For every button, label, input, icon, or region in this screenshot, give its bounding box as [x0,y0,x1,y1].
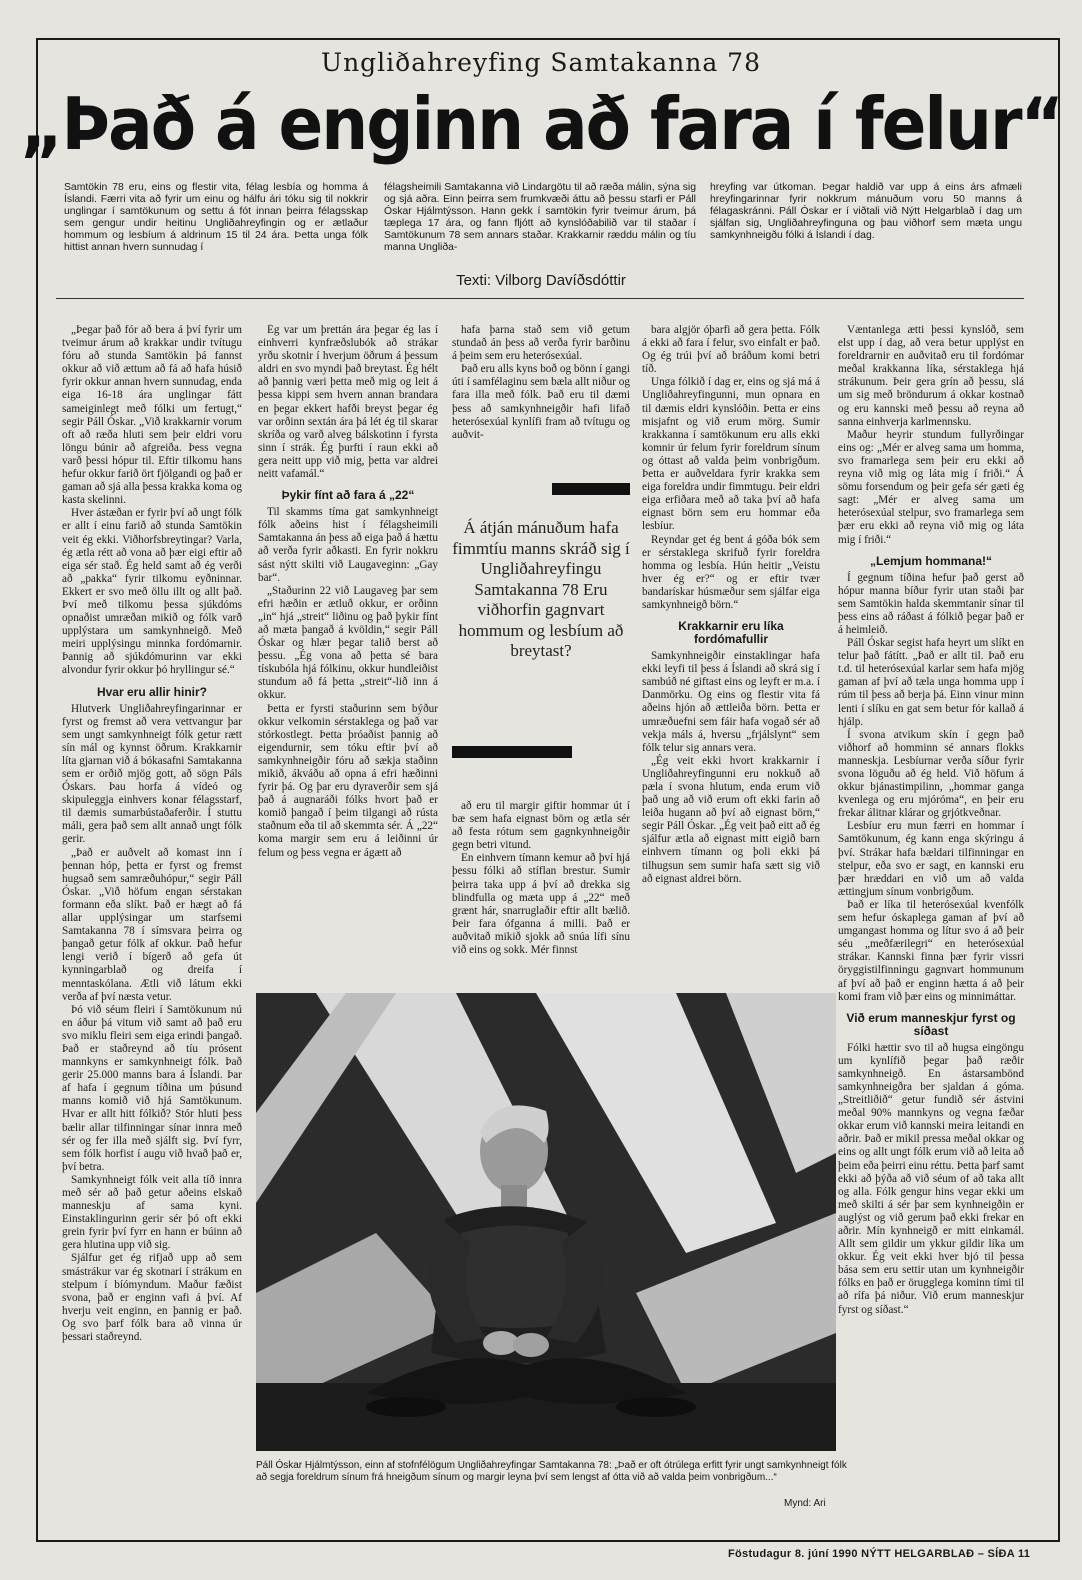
paragraph: Hlutverk Ungliðahreyfingarinnar er fyrst og fremst að vera vettvangur þar sem ungt samkynhneigt fólk getur rætt sín mál og kynnst öðrum. Krakkarnir líta gjarnan við á bókasafni Samtakanna sem er orðið mjög gott, að sögn Páls Óskars. Þau horfa á vídeó og skipuleggja einhvers konar félagsstarf, til dæmis sumarbústaðaferðir. Í stuttu máli, gera það sem allt annað ungt fólk gerir. [62,702,242,846]
paragraph: Maður heyrir stundum fullyrðingar eins og: „Mér er alveg sama um homma, svo framarlega sem þeir eru ekki að reyna við mig og láta mig í friði.“ Á sömu forsendum og þeir gefa sér gæti ég sagt: „Mér er alveg sama um heterósexúal stelpur, svo framarlega sem þær eru ekki að reyna við mig og láta mig í friði.“ [838,428,1024,546]
byline: Texti: Vilborg Davíðsdóttir [456,272,626,289]
photo-credit: Mynd: Ari [784,1498,826,1509]
divider [56,298,1024,299]
paragraph: Sjálfur get ég rifjað upp að sem smástrákur var ég skotnari í strákum en stelpum í bíómyndum. Maður fæðist svona, það er enginn vafi á því. Af hverju veit enginn, en þannig er það. Og svo þarf fólk bara að vinna úr þessari staðreynd. [62,1252,242,1344]
subheading: Þykir fínt að fara á „22“ [281,488,415,503]
subheading: Krakkarnir eru líka fordómafullir [678,619,784,647]
paragraph: Í svona atvikum skín í gegn það viðhorf að homminn sé annars flokks manneskja. Lesbíurnar verða síður fyrir svona löguðu að ég held. Við höfum á okkur bjánastimpilinn, „hommar ganga kvenlega og eru mjóróma“, en þeir eru frekar álitnar klárar og grjótkveðnar. [838,728,1024,820]
page-footer: Föstudagur 8. júní 1990 NÝTT HELGARBLAÐ – SÍÐA 11 [728,1548,1031,1560]
article-column-1 [62,324,242,1544]
kicker: Ungliðahreyfing Samtakanna 78 [321,48,761,77]
article-column-3-top [452,324,630,474]
paragraph: Þó við séum fleiri í Samtökunum nú en áður þá vitum við samt að það eru svo miklu fleiri sem eiga erindi þangað. Það er staðreynd að tíu prósent mannkyns er samkynhneigt fólk. Það gerir 25.000 manns bara á Íslandi. Þar af hafa í gegnum tíðina um þúsund manns komið við hjá Samtökunum. Hvar er allt hitt fólkið? Stór hluti þess bælir allar tilfinningar sínar innra með sér og fer illa með sjálft sig. Því fyrr, sem fólk horfist í augu við hvað það er, því betra. [62,1003,242,1173]
paragraph: Hver ástæðan er fyrir því að ungt fólk er allt í einu farið að stunda Samtökin veit ég ekki. Viðhorfsbreytingar? Varla, ég ætla rétt að vona að þær eigi eftir að eiga sér stað. Ég held samt að ég verði að „pakka“ fyrir tilkomu eyðninnar. Ekkert er svo með öllu illt og allt það. Því með tilkomu þessa sjúkdóms opnaðist umræðan mikið og fólk varð upplýstara um samkynhneigð. Með meiri upplýsingu minnka fordómarnir. Þannig að sjúkdómurinn var ekki alvondur fyrir okkur þó hryllingur sé.“ [62,507,242,677]
paragraph: Unga fólkið í dag er, eins og sjá má á Ungliðahreyfingunni, mun opnara en til dæmis eldri kynslóðin. Þetta er eins misjafnt og við erum mörg. Sumir krakkanna í samtökunum eru alls ekki komnir úr felum fyrir foreldrum sínum og óttast að valda þeim vonbrigðum. Þetta er auðveldara fyrir krakka sem eiga foreldra undir fimmtugu. Þeir eldri eiga erfiðara með að taka því að hafa eignast börn sem eru hommar eða lesbíur. [642,376,820,533]
photo-illustration [256,993,836,1451]
paragraph: bara algjör óþarfi að gera þetta. Fólk á ekki að fara í felur, svo einfalt er það. Og ég trúi því að bráðum komi betri tíð. [642,324,820,376]
paragraph: Það eru alls kyns boð og bönn í gangi úti í samfélaginu sem bæla allt niður og fara illa með fólk. Það eru til dæmi þess að samkynhneigðir hafi lifað heterósexúal kynlífi fram að tvítugu og auðvit- [452,363,630,441]
paragraph: Þetta er fyrsti staðurinn sem býður okkur velkomin sérstaklega og það var stórkostlegt. Þetta þróaðist þannig að eigendurnir, sem tóku eftir því að samkynhneigðir fóru að sækja staðinn mikið, ákváðu að opna á efri hæðinni fyrir þá. Og þar eru dyraverðir sem sjá það á augnaráði fólks hvort það er komið þangað í þeim tilgangi að rústa staðnum eða til að skemmta sér. Á „22“ koma margir sem eru á leiðinni úr felum og þess vegna er ágætt að [258,702,438,859]
intro-column-2: félagsheimili Samtakanna við Lindargötu til að ræða málin, sýna sig og sjá aðra. Einn þeirra sem frumkvæði áttu að þessu starfi er Páll Óskar Hjálmtýsson. Hann gekk í samtökin fyrir tveimur árum, þá tæplega 17 ára, og fann fljótt að kynslóðabilið var til staðar í Samtökunum 78 sem annars staðar. Krakkarnir ræddu málin og tíu manna Ungliða- [384,182,696,253]
photo-caption: Páll Óskar Hjálmtýsson, einn af stofnfélögum Ungliðahreyfingar Samtakanna 78: „Það er oft ótrúlega erfitt fyrir ungt samkynhneigt fólk að segja foreldrum sínum frá hneigðum sínum og margir leyna því sem lengst af ótta við að valda þeim vonbrigðum...“ [256,1460,847,1483]
paragraph: Lesbíur eru mun færri en hommar í Samtökunum, ég kann enga skýringu á því. Strákar hafa bældari tilfinningar en stelpur, eða svo er sagt, en kannski eru þær hræddari en við um að valda ættingjum sínum vonbrigðum. [838,820,1024,898]
paragraph: Fólki hættir svo til að hugsa eingöngu um kynlífið þegar það ræðir samkynhneigð. En ástarsambönd samkynhneigðra ber sjaldan á góma. „Streitliðið“ getur fundið sér ástvini meðal 90% mannkyns og vegna fæðar okkar erum við kannski meira leitandi en aðrir. Það er mikil pressa meðal okkar og eins og allt ungt fólk erum við að leita að þeim eða þeirri einu réttu. Þetta þarf samt ekki að þýða að við séum of að taka allt og alla. Fólk gengur hins vegar ekki um með skilti á sér þar sem kynhneigðin er auglýst og við gerum það ekki frekar en aðrir. Mín kynhneigð er mitt einkamál. Allt sem gildir um ykkur gildir líka um okkur. Ég veit ekki hver bjó til þessa bása sem eru settir utan um kynhneigðir fólks en það er örugglega kominn tími til að rífa þá niður. Við erum manneskjur fyrst og síðast.“ [838,1041,1024,1316]
paragraph: Til skamms tíma gat samkynhneigt fólk aðeins hist í félagsheimili Samtakanna án þess að eiga það á hættu að verða fyrir aðkasti. En fyrir nokkru sást nýtt skilti við Laugaveginn: „Gay bar“. [258,506,438,584]
paragraph: Reyndar get ég bent á góða bók sem er sérstaklega skrifuð fyrir foreldra homma og lesbía. Hún heitir „Veistu hver ég er?“ og er eftir tvær bandarískar húsmæður sem sjálfar eiga samkynhneigð börn.“ [642,533,820,611]
portrait-photo [256,993,836,1451]
paragraph: að eru til margir giftir hommar út í bæ sem hafa eignast börn og ætla sér að festa rótum sem gagnkynhneigðir gegn betri vitund. [452,800,630,852]
paragraph: „Ég veit ekki hvort krakkarnir í Ungliðahreyfingunni eru nokkuð að pæla í svona hlutum, enda erum við það ung að við erum oft ekki farin að leiða hugann að því að eignast börn,“ segir Páll Óskar. „Ég veit það eitt að ég sjálfur ætla að eignast mitt eigið barn einhvern tímann og þoli ekki þá tilhugsun sem sumir hafa sætt sig við að eignast aldrei börn. [642,754,820,885]
paragraph: „Staðurinn 22 við Laugaveg þar sem efri hæðin er ætluð okkur, er orðinn „in“ hjá „streit“ liðinu og það þykir fínt að mæta þangað á kvöldin,“ segir Páll Óskar og hlær þegar talið berst að þessu. „Ég vona að þetta sé bara tískubóla hjá fólkinu, okkur hundleiðist stundum að fá þetta „streit“-lið inn á okkur. [258,584,438,702]
paragraph: Páll Óskar segist hafa heyrt um slíkt en telur það fátítt. „Það er allt til. Það eru t.d. til heterósexúal karlar sem hafa mjög gaman af því að tæla unga homma upp í rúm til þess að berja þá. Einn vinur minn lenti í slíku en gat sem betur fór kallað á hjálp. [838,637,1024,728]
pull-quote: Á átján mánuðum hafa fimmtíu manns skráð sig í Ungliðahreyfingu Samtakanna 78 Eru viðhorfin gagnvart hommum og lesbíum að breytast? [452,518,630,660]
article-column-3-bottom [452,800,630,984]
subheading: „Lemjum hommana!“ [869,553,992,568]
subheading: Við erum manneskjur fyrst og síðast [846,1010,1016,1038]
intro-column-1: Samtökin 78 eru, eins og flestir vita, félag lesbía og homma á Íslandi. Færri vita að fyrir um einu og hálfu ári tóku sig til nokkrir unglingar í samtökunum og settu á fót innan þeirra félagsskap sem gengur undir heitinu Ungliðahreyfingin og er ætlaður hommum og lesbíum á aldrinum 15 til 24 ára. Þetta unga fólk hittist annan hvern sunnudag í [64,182,368,253]
article-column-5 [838,324,1024,1544]
paragraph: Í gegnum tíðina hefur það gerst að hópur manna bíður fyrir utan staði þar sem Samtökin halda skemmtanir sínar til þess eins að ráðast á fólkið þegar það er á heimleið. [838,571,1024,636]
paragraph: Væntanlega ætti þessi kynslóð, sem elst upp í dag, að vera betur upplýst en foreldrarnir en auðvitað eru til fordómar meðal krakkanna líka, sérstaklega hjá strákunum. Þeir gera grín að þessu, slá um sig með bröndurum á okkar kostnað og eru kannski með þessu að reyna að sanna einhverja karlmennsku. [838,324,1024,428]
subheading: Hvar eru allir hinir? [96,684,208,699]
paragraph: „Þegar það fór að bera á því fyrir um tveimur árum að krakkar undir tvítugu fóru að stunda Samtökin þá fannst okkur að við ættum að fá að hafa húsið fyrir okkur annan hvern sunnudag, enda eiga 16-18 ára unglingar fátt sameiginlegt með fólki um fertugt,“ segir Páll Óskar. „Við krakkarnir vorum oft að ræða hluti sem þeir eldri voru löngu búnir að afgreiða. Þess vegna varð þessi hópur til. Eftir tilkomu hans hefur okkur farið ört fjölgandi og það er gaman að sjá alla þessa krakka koma og kasta skelinni. [62,324,242,507]
paragraph: hafa þarna stað sem við getum stundað án þess að verða fyrir barðinu á þeim sem eru heterósexúal. [452,324,630,363]
quote-bar-top [552,483,630,495]
paragraph: Ég var um þrettán ára þegar ég las í einhverri kynfræðslubók að strákar yrðu skotnir í hverjum öðrum á þessum aldri en svo myndi það breytast. Ég hélt að þannig væri þetta með mig og leit á þessa kippi sem hvern annan brandara en þegar ekkert hafði breyst þegar ég var orðinn sextán ára þá lét ég til skarar skríða og varð alveg bálskotinn í fyrsta sinn í strák. Ég þurfti í raun ekki að gera neitt upp við mig, þetta var aldrei neitt vafamál.“ [258,324,438,481]
article-column-2 [258,324,438,984]
paragraph: „Það er auðvelt að komast inn í þennan hóp, þetta er fyrst og fremst hugsað sem samræðuhópur,“ segir Páll Óskar. „Við höfum engan sérstakan formann eða slíkt. Það er hægt að fá allar upplýsingar um starfsemi Samtakanna 78 í símsvara þeirra og þangað getur fólk af okkur. Það hefur lengi verið í bígerð að gefa út kynningarblað og dreifa í menntaskólana. Ætli við látum ekki verða af því næsta vetur. [62,846,242,1003]
paragraph: Samkynhneigðir einstaklingar hafa ekki leyfi til þess á Íslandi að skrá sig í sambúð né giftast eins og leyft er m.a. í Danmörku. Og eins og flestir vita fá aðeins hjón að ættleiða börn. Þetta er umræðuefni sem fáir hafa vogað sér að vekja máls á, hversu „frjálslynt“ sem fólk telur sig annars vera. [642,650,820,754]
quote-bar-bottom [452,746,572,758]
paragraph: Það er líka til heterósexúal kvenfólk sem hefur óskaplega gaman af því að umgangast homma og lítur svo á að þeir séu „meðfærilegri“ en heterósexúal strákar. Kannski finna þær fyrir vissri öryggistilfinningu gagnvart hommunum af því að það er enginn hætta á að þeir komi fram við þær eins og minnimáttar. [838,898,1024,1003]
paragraph: En einhvern tímann kemur að því hjá þessu fólki að stíflan brestur. Sumir þeirra taka upp á því að drekka sig blindfulla og mæta upp á „22“ með grænt hár, snarruglaðir eftir allt bælið. Þeir fara ófganna á milli. Það er auðvitað mikið sjokk að snúa lífi sínu við eins og sokk. Mér finnst [452,852,630,957]
article-column-4 [642,324,820,984]
paragraph: Samkynhneigt fólk veit alla tíð innra með sér að það getur aðeins elskað manneskju af sama kyni. Einstaklingurinn gerir sér þó oft ekki grein fyrir því fyrr en hann er búinn að gera hlutina upp við sig. [62,1173,242,1252]
intro-column-3: hreyfing var útkoman. Þegar haldið var upp á eins árs afmæli hreyfingarinnar fyrir nokkrum mánuðum voru 50 manns á félagaskránni. Páll Óskar er í viðtali við Nýtt Helgarblað í dag um sjálfan sig, Ungliðahreyfinguna og þau viðhorf sem mæta ungu samkynhneigðu fólki á Íslandi í dag. [710,182,1022,241]
headline: „Það á enginn að fara í felur“ [20,82,1062,167]
